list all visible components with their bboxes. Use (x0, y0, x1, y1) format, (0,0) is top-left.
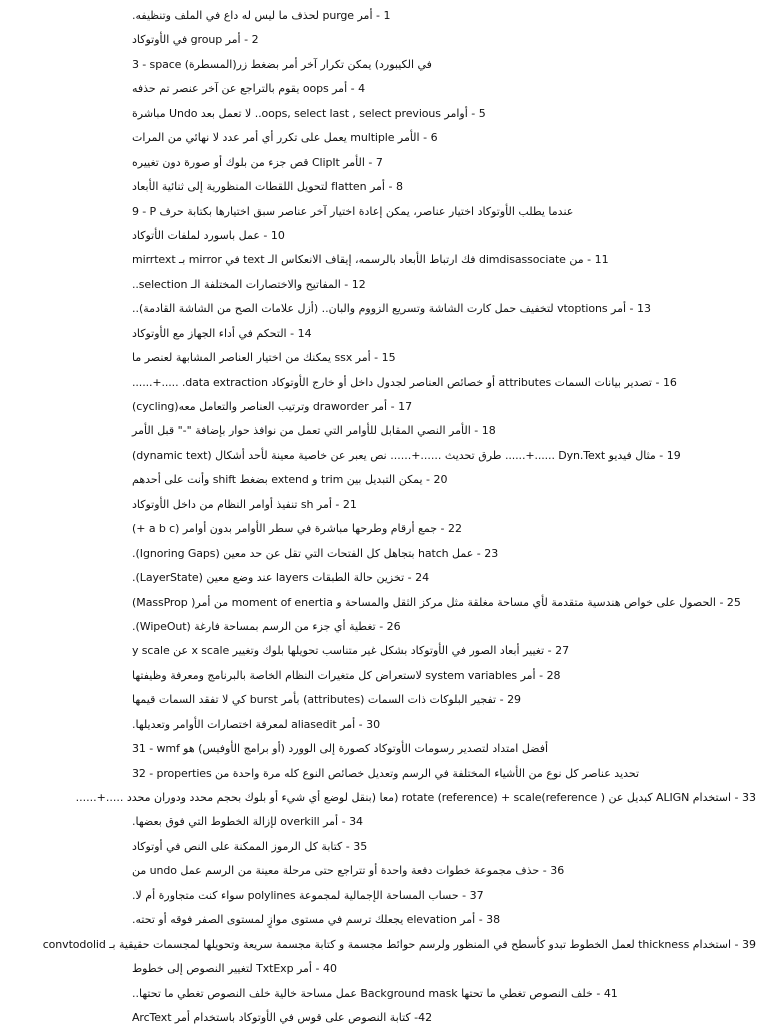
list-item-text: 28 - أمر system variables لاستعراض كل متغيرات النظام الخاصة بالبرنامج ومعرفة وظيفتها (132, 668, 561, 682)
list-item (0, 835, 768, 859)
list-item (0, 639, 768, 663)
list-item-text: 41 - خلف النصوص تغطي ما تحتها Background mask عمل مساحة خالية خلف النصوص تغطي ما تحتها.. (132, 986, 618, 1000)
list-item (0, 28, 768, 52)
list-item (0, 957, 768, 981)
list-item (0, 4, 768, 28)
list-item-text: 12 - المفاتيح والاختصارات المختلفة الـ selection.. (132, 277, 366, 291)
list-item-text: 15 - أمر ssx يمكنك من اختيار العناصر المشابهة لعنصر ما (132, 351, 396, 365)
list-item-text: 22 - جمع أرقام وطرحها مباشرة في سطر الأوامر بدون أوامر (a b c +) (132, 522, 463, 536)
list-item (0, 1006, 768, 1030)
list-item-text: 13 - أمر vtoptions لتخفيف حمل كارت الشاشة وتسريع الزووم والبان.. (أزل علامات الصح من الشاشة القادمة).. (132, 302, 651, 316)
list-item-text: 16 - تصدير بيانات السمات attributes أو خصائص العناصر لجدول داخل أو خارج الأوتوكاد data extraction. .....+...... (132, 375, 677, 389)
list-item (0, 175, 768, 199)
list-item-text: 42- كتابة النصوص على قوس في الأوتوكاد باستخدام أمر ArcText (132, 1010, 433, 1024)
list-item-text: 8 - أمر flatten لتحويل اللقطات المنظورية إلى ثنائية الأبعاد (132, 180, 403, 194)
list-item-text: 10 - عمل باسورد لملفات الأتوكاد (132, 228, 285, 242)
list-item-text: 1 - أمر purge لحذف ما ليس له داع في الملف وتنظيفه. (132, 9, 391, 22)
list-item-text: 27 - تغيير أبعاد الصور في الأوتوكاد بشكل غير متناسب تحويلها بلوك وتغيير x scale عن y scale (132, 644, 570, 658)
list-item (0, 297, 768, 321)
list-item-text: 36 - حذف مجموعة خطوات دفعة واحدة أو تتراجع حتى مرحلة معينة من الرسم عمل undo من (132, 864, 565, 878)
list-item (0, 933, 768, 957)
list-item-text: 35 - كتابة كل الرموز الممكنة على النص في أوتوكاد (132, 839, 368, 853)
list-item (0, 664, 768, 688)
list-item-text: 40 - أمر TxtExp لتغيير النصوص إلى خطوط (132, 962, 337, 976)
list-item-text: 5 - أوامر oops, select last , select previous.. لا تعمل بعد Undo مباشرة (132, 106, 486, 120)
list-item (0, 346, 768, 370)
list-item (0, 371, 768, 395)
list-item-text: 32 - properties تحديد عناصر كل نوع من الأشياء المختلفة في الرسم وتعديل خصائص النوع كله مرة واحدة من (132, 766, 640, 780)
list-item-text: 33 - استخدام ALIGN كبديل عن ( rotate (reference) + scale(reference (معا (بنقل لوضع أي شيء أو بلوك بحجم محدد ودوران محدد .....+...... (75, 791, 756, 804)
list-item (0, 810, 768, 834)
list-item-text: 26 - تغطية أي جزء من الرسم بمساحة فارغة (WipeOut). (132, 619, 401, 633)
list-item (0, 591, 768, 615)
list-item (0, 77, 768, 101)
list-item-text: 7 - الأمر ClipIt قص جزء من بلوك أو صورة دون تغييره (132, 155, 383, 169)
list-item (0, 200, 768, 224)
list-item-text: 3 - space (المسطرة)في الكيبورد) يمكن تكرار آخر أمر بضغط زر (132, 57, 432, 71)
list-item (0, 615, 768, 639)
list-item (0, 786, 768, 810)
list-item (0, 762, 768, 786)
list-item-text: 34 - أمر overkill لإزالة الخطوط التي فوق بعضها. (132, 815, 364, 829)
list-item-text: 30 - أمر aliasedit لمعرفة اختصارات الأوامر وتعديلها. (132, 717, 381, 731)
numbered-tips-list (0, 4, 768, 1030)
list-item-text: 31 - wmf أفضل امتداد لتصدير رسومات الأوتوكاد كصورة إلى الوورد (أو برامج الأوفيس) هو (132, 742, 549, 756)
list-item (0, 322, 768, 346)
list-item (0, 102, 768, 126)
list-item-text: 9 - P عندما يطلب الأوتوكاد اختيار عناصر، يمكن إعادة اختيار آخر عناصر سبق اختيارها بكتابة حرف (132, 204, 574, 218)
list-item (0, 542, 768, 566)
list-item (0, 688, 768, 712)
list-item (0, 982, 768, 1006)
list-item (0, 884, 768, 908)
list-item-text: 18 - الأمر النصي المقابل للأوامر التي تعمل من نوافذ حوار بإضافة "-" قبل الأمر (132, 424, 496, 438)
list-item (0, 493, 768, 517)
list-item-text: 14 - التحكم في أداء الجهاز مع الأوتوكاد (132, 326, 312, 340)
list-item (0, 273, 768, 297)
list-item (0, 908, 768, 932)
list-item (0, 713, 768, 737)
list-item-text: 11 - من dimdisassociate فك ارتباط الأبعاد بالرسمه، إيقاف الانعكاس الـ text في mirror بـ mirrtext (132, 253, 609, 267)
list-item-text: 24 - تخزين حالة الطبقات layers عند وضع معين (LayerState). (132, 571, 430, 585)
list-item-text: 38 - أمر elevation يجعلك ترسم في مستوى موازٍ لمستوى الصفر فوقه أو تحته. (132, 913, 501, 927)
list-item (0, 224, 768, 248)
list-item (0, 859, 768, 883)
list-item (0, 737, 768, 761)
list-item-text: 17 - أمر draworder وترتيب العناصر والتعامل معه(cycling) (132, 400, 413, 413)
list-item-text: 29 - تفجير البلوكات ذات السمات (attributes) بأمر burst كي لا تفقد السمات قيمها (132, 693, 522, 707)
list-item-text: 4 - أمر oops يقوم بالتراجع عن آخر عنصر تم حذفه (132, 82, 366, 96)
list-item-text: 2 - أمر group في الأوتوكاد (132, 33, 259, 47)
list-item (0, 468, 768, 492)
list-item (0, 444, 768, 468)
list-item-text: 25 - الحصول على خواص هندسية متقدمة لأي مساحة مغلقة مثل مركز الثقل والمساحة و moment of enertia من أمر( MassProp) (132, 595, 741, 609)
list-item-text: 23 - عمل hatch بتجاهل كل الفتحات التي تقل عن حد معين (Ignoring Gaps). (132, 546, 499, 560)
list-item-text: 37 - حساب المساحة الإجمالية لمجموعة polylines سواء كنت متجاورة أم لا. (132, 888, 484, 902)
list-item (0, 53, 768, 77)
list-item-text: 19 - مثال فيديو Dyn.Text ......+...... طرق تحديث ......+...... نص يعبر عن خاصية معينة لأحد أشكال (dynamic text) (132, 448, 681, 462)
list-item-text: 21 - أمر sh تنفيذ أوامر النظام من داخل الأوتوكاد (132, 497, 357, 511)
list-item-text: 20 - يمكن التبديل بين trim و extend بضغط shift وأنت على أحدهم (132, 473, 448, 487)
list-item-text: 39 - استخدام thickness لعمل الخطوط تبدو كأسطح في المنظور ولرسم حوائط مجسمة و كتابة مجسمة سريعة وتحويلها لمجسمات حقيقية بـ convtodolid (42, 937, 756, 951)
list-item (0, 248, 768, 272)
list-item-text: 6 - الأمر multiple يعمل على تكرر أي أمر عدد لا نهائي من المرات (132, 131, 438, 145)
list-item (0, 151, 768, 175)
list-item (0, 419, 768, 443)
list-item (0, 566, 768, 590)
list-item (0, 517, 768, 541)
list-item (0, 395, 768, 419)
list-item (0, 126, 768, 150)
